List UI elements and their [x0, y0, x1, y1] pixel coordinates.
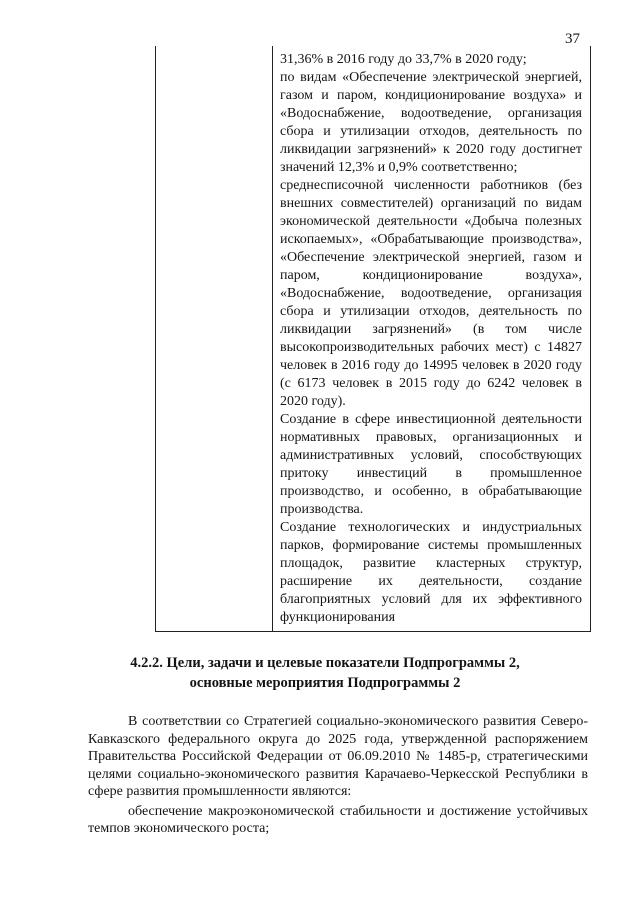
- table-paragraph: Создание в сфере инвестиционной деятельности нормативных правовых, организационных и административных условий, способствующих притоку инвестиций в промышленное производство, и особенно, в обрабатывающие производства.: [280, 412, 582, 517]
- table-paragraph: Создание технологических и индустриальных парков, формирование системы промышленных площадок, развитие кластерных структур, расширение их деятельности, создание благоприятных условий для их эффективного функционирования: [280, 520, 582, 625]
- section-heading-line-2: основные мероприятия Подпрограммы 2: [189, 675, 461, 691]
- table-column-divider: [272, 46, 273, 632]
- section-heading-line-1: 4.2.2. Цели, задачи и целевые показатели Подпрограммы 2,: [130, 655, 520, 671]
- body-paragraph: обеспечение макроэкономической стабильности и достижение устойчивых темпов экономического роста;: [88, 803, 588, 836]
- body-paragraph: В соответствии со Стратегией социально-экономического развития Северо-Кавказского федерального округа до 2025 года, утвержденной распоряжением Правительства Российской Федерации от 06.09.2010 № 1485-р, стратегическими целями социально-экономического развития Карачаево-Черкесской Республики в сфере развития промышленности являются:: [88, 714, 588, 799]
- page-number: 37: [565, 31, 580, 47]
- body-text: [88, 713, 588, 838]
- table-paragraph: 31,36% в 2016 году до 33,7% в 2020 году;: [280, 52, 527, 67]
- section-heading: [120, 653, 530, 693]
- table-cell-right: [280, 51, 582, 627]
- table-paragraph: по видам «Обеспечение электрической энергией, газом и паром, кондиционирование воздуха» и «Водоснабжение, водоотведение, организация сбора и утилизации отходов, деятельность по ликвидации загрязнений» к 2020 году достигнет значений 12,3% и 0,9% соответственно;: [280, 70, 582, 175]
- table-paragraph: среднесписочной численности работников (без внешних совместителей) организаций по видам экономической деятельности «Добыча полезных ископаемых», «Обрабатывающие производства», «Обеспечение электрической энергией, газом и паром, кондиционирование воздуха», «Водоснабжение, водоотведение, организация сбора и утилизации отходов, деятельность по ликвидации загрязнений» (в том числе высокопроизводительных рабочих мест) с 14827 человек в 2016 году до 14995 человек в 2020 году (с 6173 человек в 2015 году до 6242 человек в 2020 году).: [280, 178, 582, 409]
